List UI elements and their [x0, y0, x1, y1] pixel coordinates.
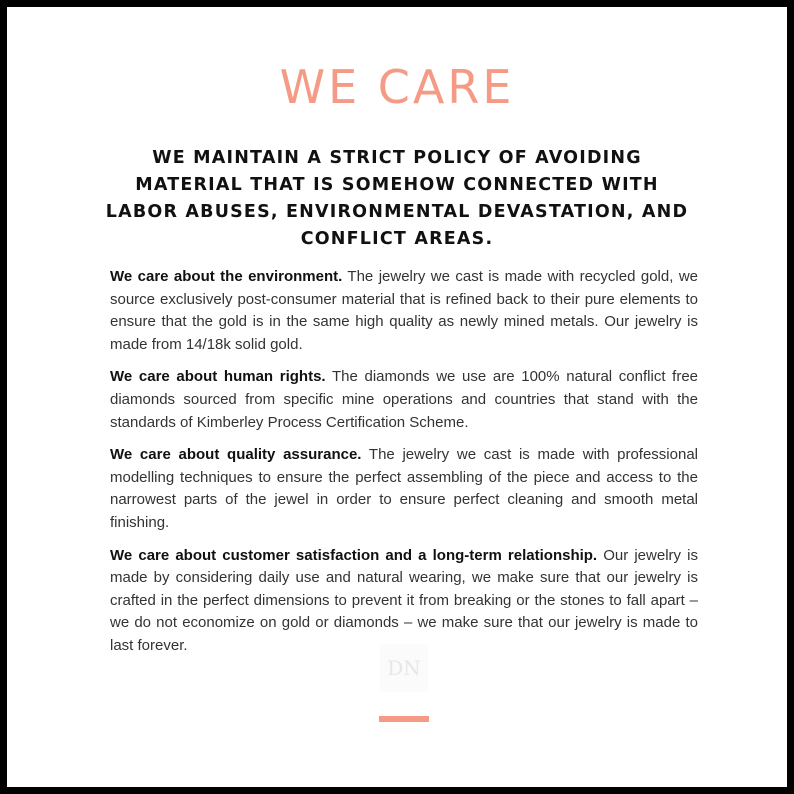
paragraph-text: The diamonds we use are 100% natural conflict free diamonds sourced from specific mine operations and countries that stand with the standards of Kimberley Process Certification Scheme.	[110, 368, 699, 431]
care-section	[110, 266, 698, 668]
monogram-svg	[384, 648, 424, 688]
policy-statement: WE MAINTAIN A STRICT POLICY OF AVOIDING MATERIAL THAT IS SOMEHOW CONNECTED WITH LABOR ABUSES, ENVIRONMENTAL DEVASTATION, AND CONFLICT AREAS.	[105, 148, 689, 249]
paragraph-text: The jewelry we cast is made with professional modelling techniques to ensure the perfect assembling of the piece and access to the narrowest parts of the jewel in order to ensure perfect cleaning and smooth metal finishing.	[110, 446, 698, 531]
paragraph-lead: We care about the environment.	[110, 268, 343, 285]
accent-divider	[379, 716, 429, 722]
paragraph-lead: We care about human rights.	[110, 368, 326, 386]
paragraph-quality	[110, 444, 698, 534]
paragraph-customer	[110, 545, 698, 658]
paragraph-lead: We care about customer satisfaction and a long-term relationship.	[110, 546, 598, 564]
logo-text: DN	[387, 656, 421, 680]
paragraph-lead: We care about quality assurance.	[110, 446, 362, 464]
paragraph-human-rights	[110, 366, 698, 434]
brand-monogram-icon	[380, 644, 428, 692]
page-title: WE CARE	[279, 60, 515, 114]
paragraph-environment	[110, 266, 698, 356]
paragraph-text: The jewelry we cast is made with recycled gold, we source exclusively post-consumer material that is refined back to their pure elements to ensure that the gold is in the same high quality as newly mined metals. Our jewelry is made from 14/18k solid gold.	[110, 268, 698, 353]
paragraph-text: Our jewelry is made by considering daily use and natural wearing, we make sure that our jewelry is crafted in the perfect dimensions to prevent it from breaking or the stones to fall apart – we do not economize on gold or diamonds – we make sure that our jewelry is made to last forever.	[110, 546, 698, 654]
